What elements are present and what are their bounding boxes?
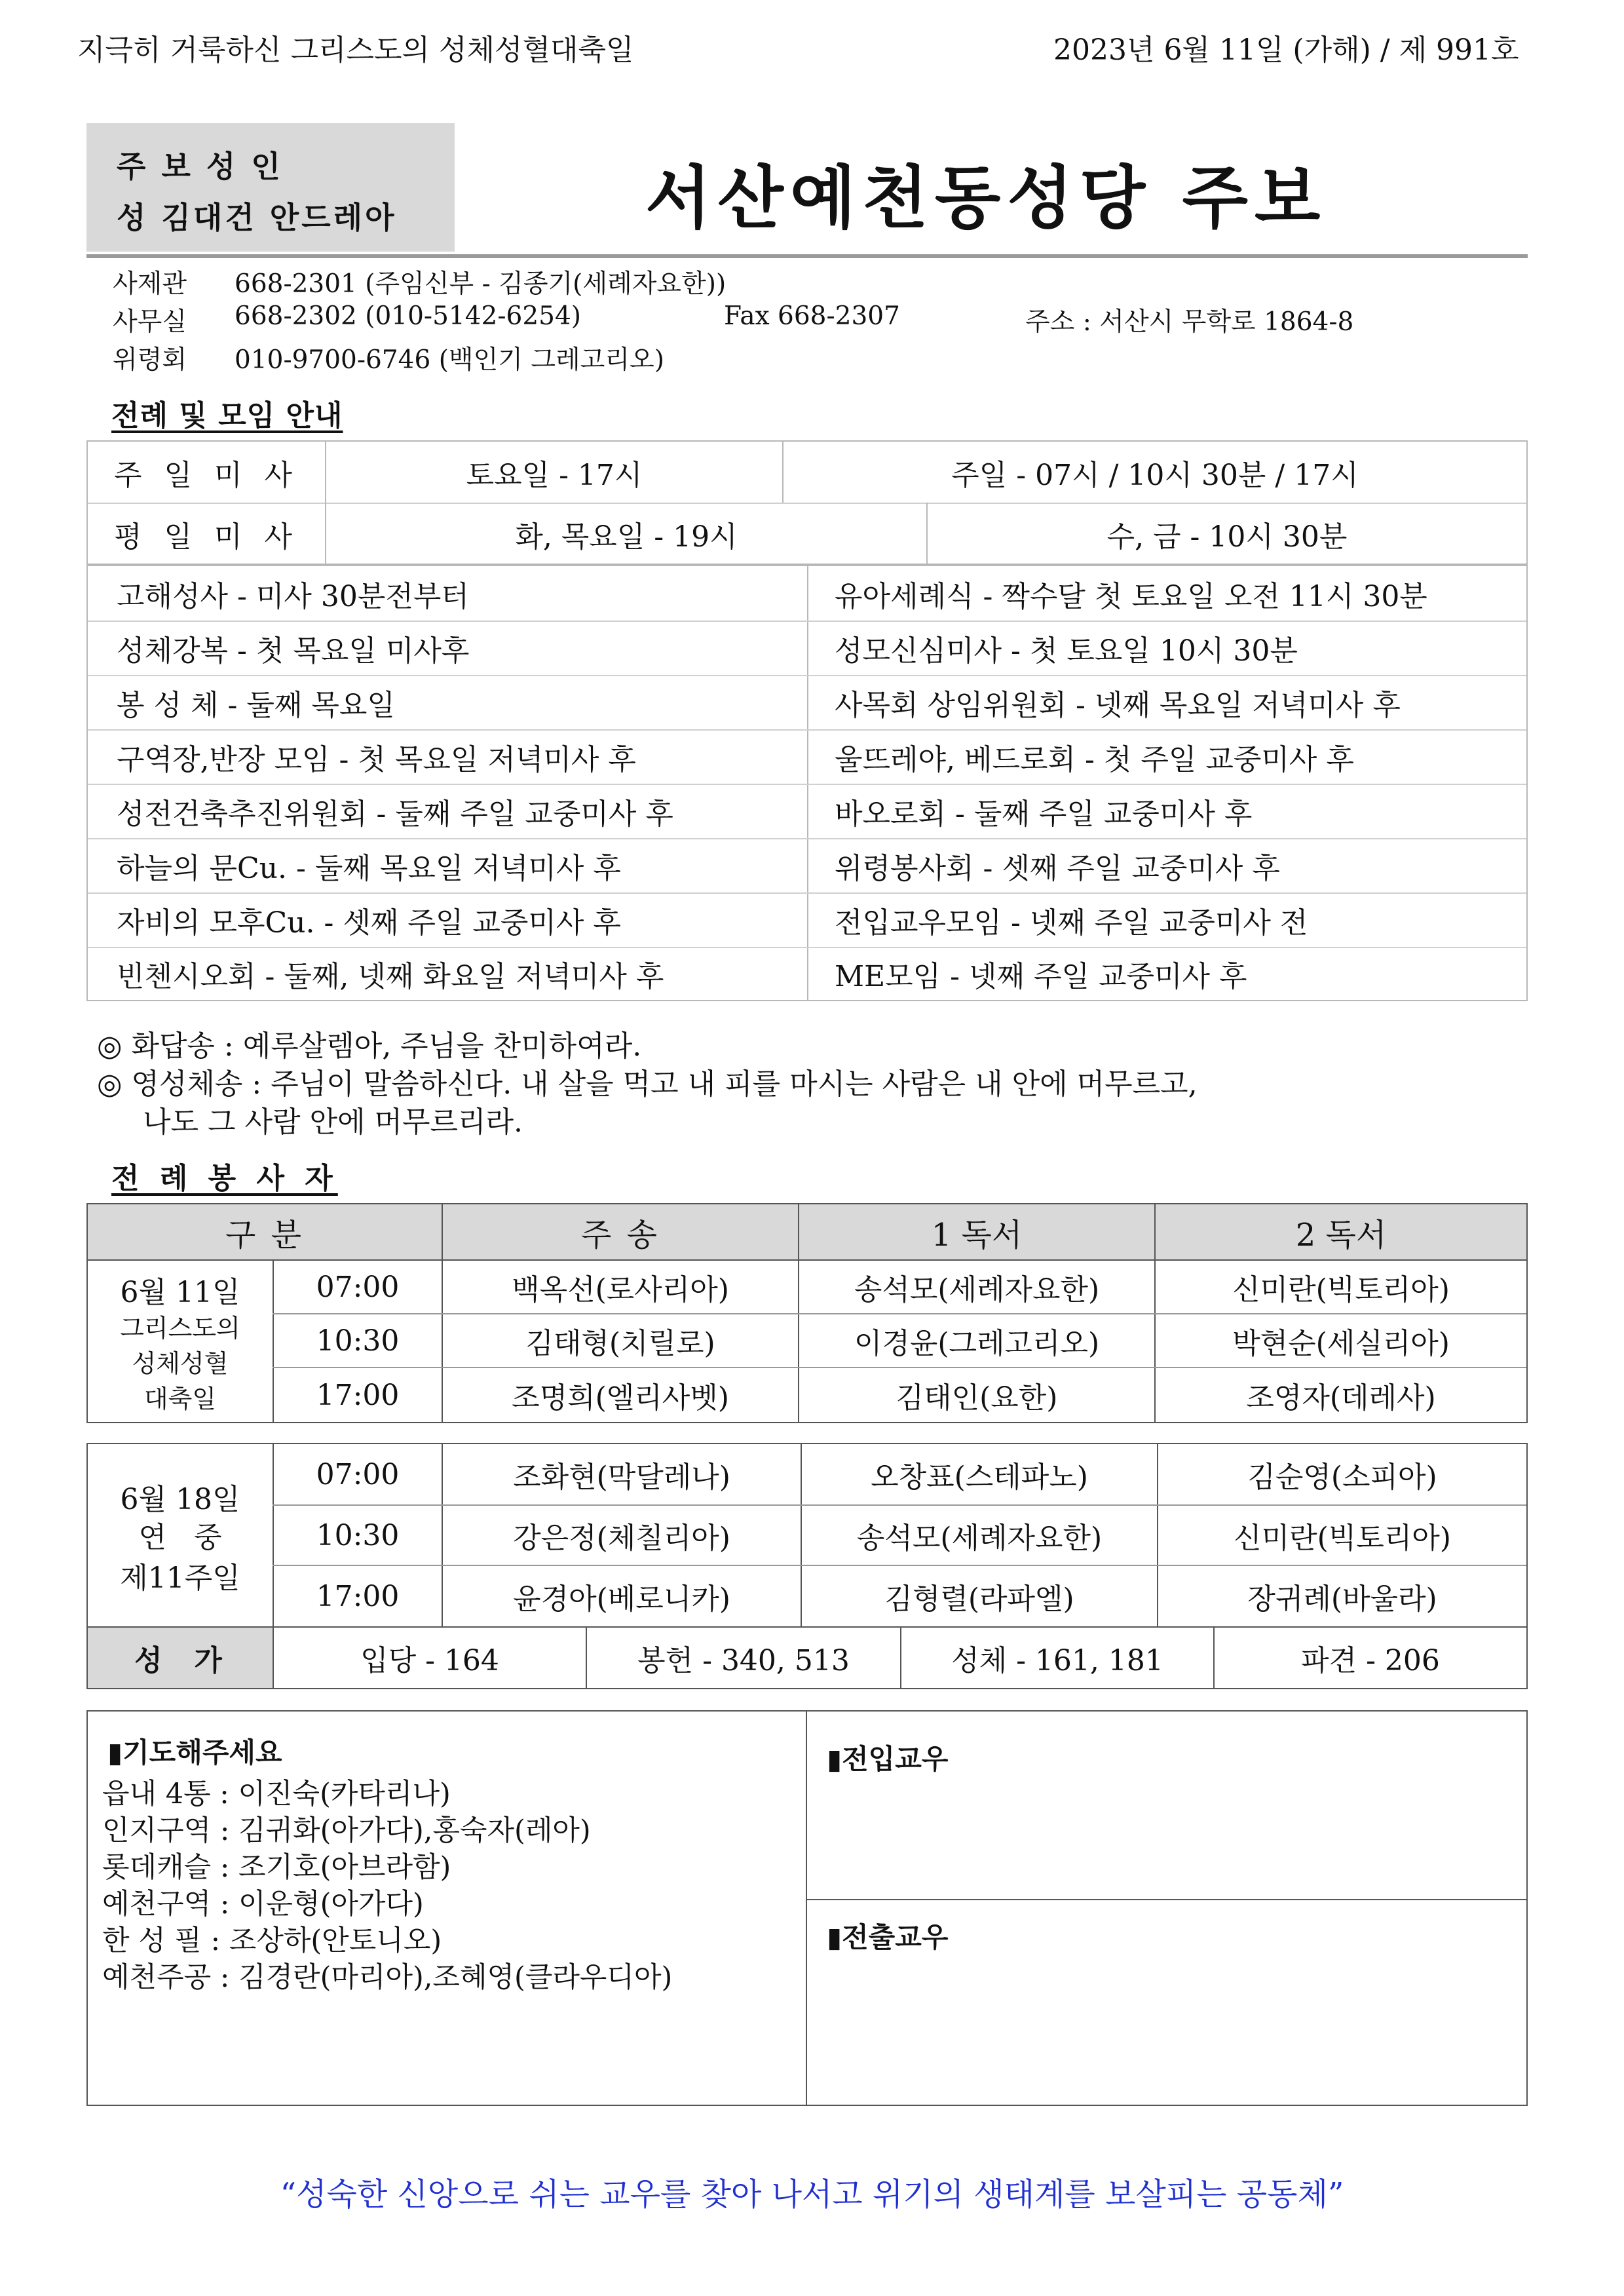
page-title: 서산예천동성당 주보 bbox=[645, 158, 1327, 238]
hymn-communion: 성체 - 161, 181 bbox=[951, 1644, 1163, 1677]
patron-line2: 성 김대건 안드레아 bbox=[117, 200, 397, 235]
week1-time-3: 17:00 bbox=[316, 1378, 400, 1412]
week1-date: 6월 11일 bbox=[120, 1276, 240, 1309]
week2-reading2-3: 장귀례(바울라) bbox=[1247, 1582, 1437, 1616]
week1-time-1: 07:00 bbox=[316, 1270, 400, 1304]
meeting-left-2: 성체강복 - 첫 목요일 미사후 bbox=[117, 634, 470, 668]
prayer-line-6: 예천주공 : 김경란(마리아),조혜영(클라우디아) bbox=[102, 1961, 673, 1994]
servers-section-title: 전 례 봉 사 자 bbox=[111, 1162, 338, 1195]
week1-cantor-1: 백옥선(로사리아) bbox=[512, 1273, 729, 1307]
week1-cantor-3: 조명희(엘리사벳) bbox=[512, 1381, 729, 1415]
meeting-right-6: 위령봉사회 - 셋째 주일 교중미사 후 bbox=[835, 851, 1280, 885]
week1-date-cell bbox=[88, 1261, 273, 1422]
parish-motto: “성숙한 신앙으로 쉬는 교우를 찾아 나서고 위기의 생태계를 보살피는 공동체” bbox=[280, 2176, 1344, 2213]
patron-box bbox=[86, 123, 455, 252]
week2-time-1: 07:00 bbox=[316, 1457, 400, 1491]
weekday-mass-b: 수, 금 - 10시 30분 bbox=[1106, 520, 1348, 554]
week2-cantor-2: 강은정(체칠리아) bbox=[513, 1521, 730, 1555]
issue-date: 2023년 6월 11일 (가해) / 제 991호 bbox=[1053, 33, 1519, 67]
week1-reading2-2: 박현순(세실리아) bbox=[1232, 1327, 1450, 1360]
contact-address: 주소 : 서산시 무학로 1864-8 bbox=[1025, 307, 1354, 337]
week1-cantor-2: 김태형(치릴로) bbox=[525, 1327, 715, 1360]
communion-antiphon: ◎ 영성체송 : 주님이 말씀하신다. 내 살을 먹고 내 피를 마시는 사람은 내 안에 머무르고, bbox=[97, 1067, 1198, 1101]
week2-cantor-1: 조화현(막달레나) bbox=[513, 1461, 730, 1494]
prayer-box bbox=[86, 1710, 1528, 2106]
week2-date: 6월 18일 bbox=[120, 1483, 240, 1516]
sunday-mass-sun: 주일 - 07시 / 10시 30분 / 17시 bbox=[951, 458, 1359, 492]
week1-desc-1: 그리스도의 bbox=[120, 1314, 240, 1343]
meeting-left-4: 구역장,반장 모임 - 첫 목요일 저녁미사 후 bbox=[117, 742, 636, 776]
meeting-left-8: 빈첸시오회 - 둘째, 넷째 화요일 저녁미사 후 bbox=[117, 959, 664, 993]
week2-time-3: 17:00 bbox=[316, 1579, 400, 1613]
servers-table-week1 bbox=[86, 1203, 1528, 1423]
week2-reading2-1: 김순영(소피아) bbox=[1247, 1461, 1437, 1494]
hymn-entrance: 입당 - 164 bbox=[360, 1644, 499, 1677]
week2-reading1-2: 송석모(세례자요한) bbox=[856, 1521, 1103, 1555]
sunday-mass-label: 주 일 미 사 bbox=[114, 458, 299, 492]
meeting-left-6: 하늘의 문Cu. - 둘째 목요일 저녁미사 후 bbox=[117, 851, 621, 885]
week1-reading1-2: 이경윤(그레고리오) bbox=[854, 1327, 1100, 1360]
contact-value-office: 668-2302 (010-5142-6254) bbox=[235, 301, 581, 331]
prayer-line-1: 읍내 4통 : 이진숙(카타리나) bbox=[102, 1778, 451, 1810]
week1-reading1-3: 김태인(요한) bbox=[896, 1381, 1058, 1415]
meeting-right-2: 성모신심미사 - 첫 토요일 10시 30분 bbox=[835, 634, 1298, 668]
week1-time-2: 10:30 bbox=[316, 1324, 400, 1358]
meeting-right-3: 사목회 상임위원회 - 넷째 목요일 저녁미사 후 bbox=[835, 688, 1401, 722]
week2-date-cell bbox=[88, 1444, 273, 1626]
weekday-mass-a: 화, 목요일 - 19시 bbox=[515, 520, 738, 554]
week2-reading1-3: 김형렬(라파엘) bbox=[884, 1582, 1074, 1616]
week1-reading2-1: 신미란(빅토리아) bbox=[1232, 1273, 1450, 1307]
meeting-left-3: 봉 성 체 - 둘째 목요일 bbox=[117, 688, 395, 722]
header-reading2: 2 독서 bbox=[1295, 1216, 1387, 1253]
week1-desc-2: 성체성혈 bbox=[132, 1349, 229, 1378]
liturgy-section-title: 전례 및 모임 안내 bbox=[111, 399, 343, 432]
transfer-out-title: ▮전출교우 bbox=[827, 1921, 949, 1953]
contact-value-rectory: 668-2301 (주임신부 - 김종기(세례자요한)) bbox=[235, 269, 727, 299]
contact-value-funeral: 010-9700-6746 (백인기 그레고리오) bbox=[235, 345, 664, 375]
contact-label-funeral: 위령회 bbox=[113, 345, 187, 375]
week2-cantor-3: 윤경아(베로니카) bbox=[513, 1582, 730, 1616]
sunday-mass-sat: 토요일 - 17시 bbox=[466, 458, 643, 492]
prayer-line-4: 예천구역 : 이운형(아가다) bbox=[102, 1888, 424, 1921]
meeting-left-1: 고해성사 - 미사 30분전부터 bbox=[117, 579, 469, 613]
psalm-response: ◎ 화답송 : 예루살렘아, 주님을 찬미하여라. bbox=[97, 1029, 642, 1063]
prayer-title: ▮기도해주세요 bbox=[107, 1736, 282, 1769]
communion-antiphon-cont: 나도 그 사람 안에 머무르리라. bbox=[143, 1105, 523, 1139]
patron-line1: 주 보 성 인 bbox=[117, 149, 283, 184]
week1-reading1-1: 송석모(세례자요한) bbox=[854, 1273, 1100, 1307]
header-category: 구 분 bbox=[225, 1216, 304, 1253]
meetings-table bbox=[86, 565, 1528, 1001]
week2-reading2-2: 신미란(빅토리아) bbox=[1234, 1521, 1451, 1555]
meeting-right-4: 울뜨레야, 베드로회 - 첫 주일 교중미사 후 bbox=[835, 742, 1354, 776]
contact-fax: Fax 668-2307 bbox=[724, 301, 900, 331]
week2-reading1-1: 오창표(스테파노) bbox=[871, 1461, 1088, 1494]
hymn-offertory: 봉헌 - 340, 513 bbox=[637, 1644, 850, 1677]
hymn-dismissal: 파견 - 206 bbox=[1301, 1644, 1440, 1677]
mass-schedule-table bbox=[86, 440, 1528, 565]
contact-label-rectory: 사제관 bbox=[113, 269, 187, 299]
feast-title: 지극히 거룩하신 그리스도의 성체성혈대축일 bbox=[77, 33, 634, 67]
header-cantor: 주 송 bbox=[581, 1216, 660, 1253]
week1-desc-3: 대축일 bbox=[143, 1385, 217, 1413]
meeting-left-5: 성전건축추진위원회 - 둘째 주일 교중미사 후 bbox=[117, 797, 673, 831]
meeting-right-7: 전입교우모임 - 넷째 주일 교중미사 전 bbox=[835, 906, 1308, 940]
week2-desc-2: 제11주일 bbox=[120, 1561, 240, 1595]
prayer-line-2: 인지구역 : 김귀화(아가다),홍숙자(레아) bbox=[102, 1814, 591, 1847]
prayer-line-3: 롯데캐슬 : 조기호(아브라함) bbox=[102, 1851, 451, 1884]
header-divider bbox=[86, 254, 1528, 258]
meeting-left-7: 자비의 모후Cu. - 셋째 주일 교중미사 후 bbox=[117, 906, 621, 940]
week2-desc-1: 연 중 bbox=[138, 1521, 222, 1554]
meeting-right-8: ME모임 - 넷째 주일 교중미사 후 bbox=[835, 959, 1247, 993]
meeting-right-1: 유아세례식 - 짝수달 첫 토요일 오전 11시 30분 bbox=[835, 579, 1427, 613]
weekday-mass-label: 평 일 미 사 bbox=[114, 520, 299, 554]
contact-label-office: 사무실 bbox=[113, 307, 187, 337]
prayer-line-5: 한 성 필 : 조상하(안토니오) bbox=[102, 1924, 442, 1957]
meeting-right-5: 바오로회 - 둘째 주일 교중미사 후 bbox=[835, 797, 1253, 831]
servers-table-week2 bbox=[86, 1443, 1528, 1689]
header-reading1: 1 독서 bbox=[931, 1216, 1023, 1253]
week2-time-2: 10:30 bbox=[316, 1518, 400, 1552]
week1-reading2-3: 조영자(데레사) bbox=[1246, 1381, 1436, 1415]
hymns-label: 성 가 bbox=[134, 1644, 226, 1677]
transfer-in-title: ▮전입교우 bbox=[827, 1743, 949, 1775]
